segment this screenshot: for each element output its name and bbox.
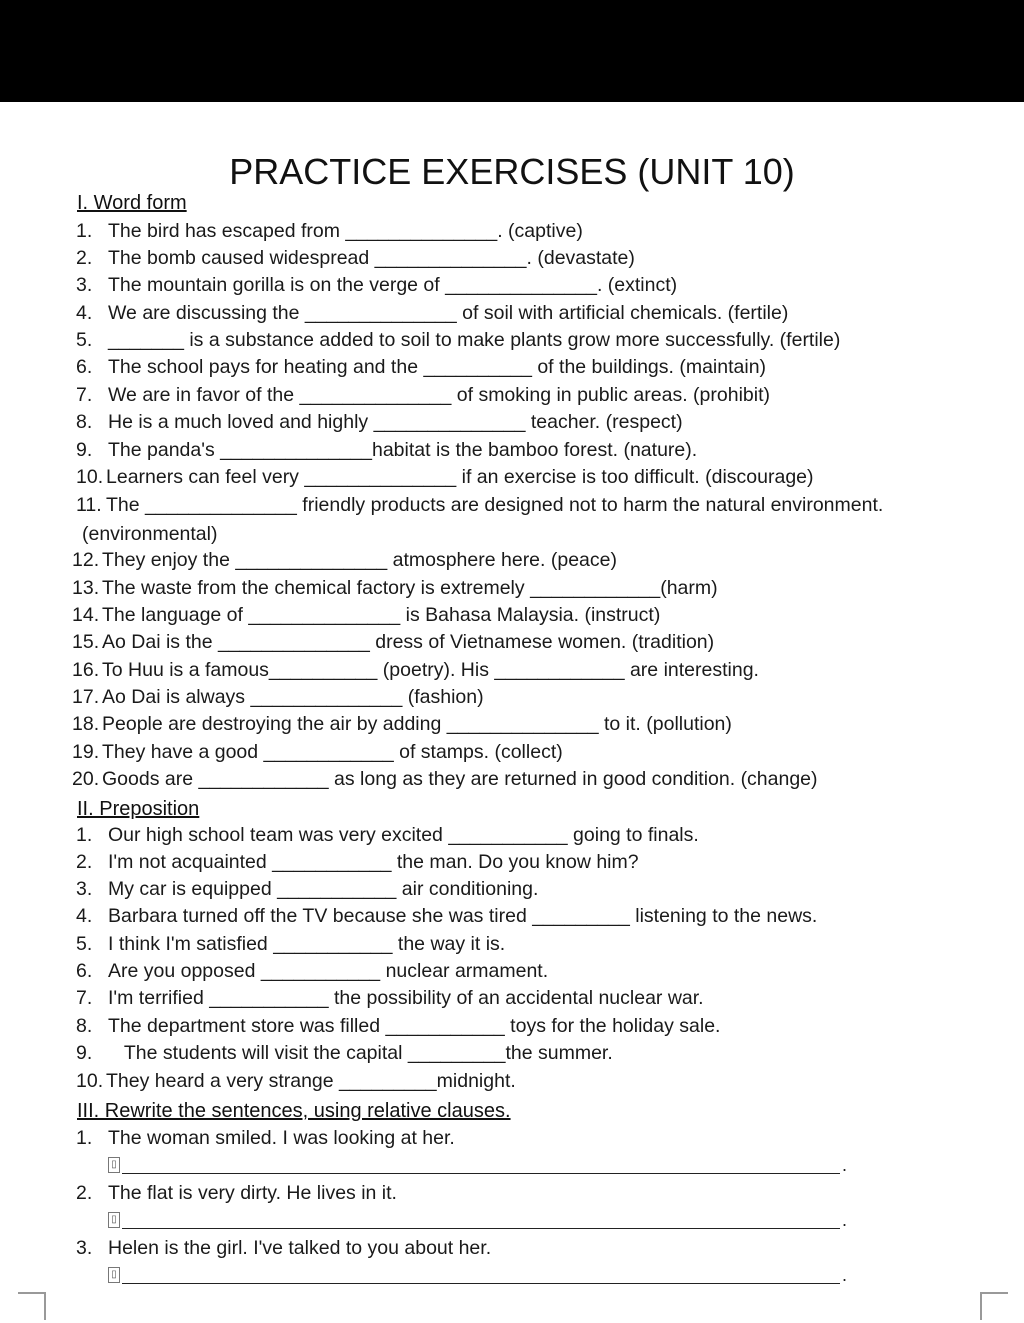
exercise-item — [76, 382, 770, 408]
exercise-item — [72, 711, 732, 737]
item-text: Ao Dai is always — [102, 686, 251, 708]
answer-blank: ___________ — [448, 824, 568, 846]
answer-blank: ___________ — [273, 933, 393, 955]
exercise-item — [76, 1068, 516, 1094]
answer-line[interactable] — [122, 1228, 840, 1229]
exercise-item — [76, 958, 548, 984]
arrow-icon: ▯ — [108, 1267, 120, 1283]
item-text: Our high school team was very excited — [108, 824, 449, 846]
item-number: 12. — [72, 549, 100, 571]
item-text: Goods are — [102, 768, 199, 790]
item-text: air conditioning. — [396, 878, 539, 900]
item-number: 7. — [76, 384, 93, 406]
item-text: the possibility of an accidental nuclear war. — [328, 987, 704, 1009]
item-text: They heard a very strange — [106, 1070, 340, 1092]
item-number: 3. — [76, 1237, 93, 1259]
exercise-item — [76, 1013, 720, 1039]
answer-blank: _________ — [339, 1070, 437, 1092]
item-number: 5. — [76, 933, 93, 955]
item-text: habitat is the bamboo forest. (nature). — [371, 439, 698, 461]
answer-blank: ___________ — [260, 960, 381, 982]
item-text: of smoking in public areas. (prohibit) — [451, 384, 770, 406]
item-number: 14. — [72, 604, 100, 626]
page-corner-mark-right — [980, 1292, 1008, 1320]
item-number: 3. — [76, 274, 93, 296]
answer-blank: ______________ — [145, 494, 297, 516]
exercise-item — [72, 547, 617, 573]
item-text: I'm terrified — [108, 987, 210, 1009]
rewrite-item — [76, 1235, 491, 1261]
page-title: PRACTICE EXERCISES (UNIT 10) — [229, 151, 795, 192]
item-number: 19. — [72, 741, 100, 763]
answer-blank: ______________ — [374, 247, 527, 269]
item-text: . (devastate) — [526, 247, 635, 269]
exercise-item — [76, 1040, 613, 1066]
item-text: is a substance added to soil to make plants grow more successfully. (fertile) — [183, 329, 841, 351]
answer-blank: __________ — [423, 356, 532, 378]
item-text: teacher. (respect) — [525, 411, 683, 433]
exercise-item — [76, 300, 788, 326]
item-text: is Bahasa Malaysia. (instruct) — [400, 604, 661, 626]
answer-blank: ______________ — [446, 713, 599, 735]
answer-blank: ____________ — [530, 577, 661, 599]
item-text: the way it is. — [392, 933, 506, 955]
section-heading-preposition: II. Preposition — [77, 798, 200, 820]
answer-line[interactable] — [122, 1173, 840, 1174]
answer-blank: _______ — [108, 329, 184, 351]
answer-blank: ___________ — [272, 851, 392, 873]
item-text: The woman smiled. I was looking at her. — [108, 1127, 455, 1149]
item-number: 2. — [76, 851, 93, 873]
item-text: of the buildings. (maintain) — [531, 356, 767, 378]
exercise-item — [76, 437, 697, 463]
answer-blank: ____________ — [198, 768, 329, 790]
answer-line[interactable] — [122, 1283, 840, 1284]
arrow-icon: ▯ — [108, 1212, 120, 1228]
item-text: The panda's — [108, 439, 221, 461]
item-number: 1. — [76, 1127, 93, 1149]
item-text: The department store was filled — [108, 1015, 386, 1037]
item-11-continuation: (environmental) — [82, 523, 218, 545]
item-number: 7. — [76, 987, 93, 1009]
item-text: To Huu is a famous — [102, 659, 269, 681]
item-number: 8. — [76, 411, 93, 433]
item-number: 18. — [72, 713, 100, 735]
item-text: to it. (pollution) — [598, 713, 732, 735]
item-text: The flat is very dirty. He lives in it. — [108, 1182, 397, 1204]
item-text: atmosphere here. (peace) — [387, 549, 617, 571]
answer-blank: ______________ — [373, 411, 526, 433]
item-text: They enjoy the — [102, 549, 236, 571]
item-text: The language of — [102, 604, 249, 626]
exercise-item — [76, 409, 683, 435]
exercise-item — [72, 657, 759, 683]
item-number: 10. — [76, 466, 104, 488]
item-text: the man. Do you know him? — [391, 851, 639, 873]
exercise-item — [76, 354, 766, 380]
item-text: The waste from the chemical factory is extremely — [102, 577, 531, 599]
item-text: toys for the holiday sale. — [504, 1015, 721, 1037]
item-text: People are destroying the air by adding — [102, 713, 447, 735]
item-number: 5. — [76, 329, 93, 351]
answer-blank: ______________ — [299, 384, 452, 406]
item-number: 11. — [76, 494, 102, 516]
rewrite-item — [76, 1125, 455, 1151]
item-text: (fashion) — [402, 686, 484, 708]
item-number: 9. — [76, 439, 93, 461]
item-text: I'm not acquainted — [108, 851, 273, 873]
item-text: I think I'm satisfied — [108, 933, 274, 955]
item-number: 2. — [76, 247, 93, 269]
exercise-item — [72, 739, 563, 765]
item-text: the summer. — [505, 1042, 613, 1064]
answer-blank: ___________ — [277, 878, 397, 900]
item-text: friendly products are designed not to harm the natural environment. — [296, 494, 884, 516]
answer-blank: ______________ — [220, 439, 372, 461]
exercise-item — [76, 218, 583, 244]
item-number: 2. — [76, 1182, 93, 1204]
exercise-item — [76, 931, 505, 957]
answer-blank: ______________ — [248, 604, 401, 626]
exercise-item — [76, 985, 704, 1011]
answer-blank: ______________ — [304, 302, 457, 324]
item-text: . (extinct) — [596, 274, 678, 296]
section-heading-rewrite: III. Rewrite the sentences, using relative clauses. — [77, 1100, 511, 1122]
answer-blank: ______________ — [345, 220, 498, 242]
answer-blank: ___________ — [209, 987, 329, 1009]
item-text: They have a good — [102, 741, 264, 763]
item-text: Are you opposed — [108, 960, 261, 982]
answer-blank: ______________ — [445, 274, 597, 296]
answer-blank: _________ — [407, 1042, 506, 1064]
section-heading-word-form: I. Word form — [77, 192, 187, 214]
answer-blank: ____________ — [494, 659, 625, 681]
item-number: 9. — [76, 1042, 93, 1064]
line-end-period: . — [842, 1210, 848, 1230]
exercise-item — [76, 327, 840, 353]
item-text: The mountain gorilla is on the verge of — [108, 274, 446, 296]
exercise-item — [76, 464, 814, 490]
item-text: of soil with artificial chemicals. (fertile) — [456, 302, 789, 324]
item-text: of stamps. (collect) — [393, 741, 563, 763]
top-black-bar — [0, 0, 1024, 102]
exercise-item — [76, 822, 699, 848]
answer-blank: ______________ — [304, 466, 457, 488]
answer-blank: _________ — [532, 905, 630, 927]
exercise-item — [72, 602, 660, 628]
item-number: 3. — [76, 878, 93, 900]
exercise-item — [72, 575, 718, 601]
exercise-item — [72, 629, 714, 655]
exercise-item — [72, 766, 818, 792]
item-text: going to finals. — [567, 824, 699, 846]
item-number: 20. — [72, 768, 100, 790]
item-text: Helen is the girl. I've talked to you about her. — [108, 1237, 492, 1259]
item-text: The school pays for heating and the — [108, 356, 424, 378]
answer-blank: ______________ — [235, 549, 388, 571]
exercise-item — [72, 684, 484, 710]
item-text: . (captive) — [497, 220, 583, 242]
item-text: dress of Vietnamese women. (tradition) — [369, 631, 715, 653]
item-text: as long as they are returned in good condition. (change) — [328, 768, 818, 790]
item-number: 6. — [76, 960, 93, 982]
item-text: My car is equipped — [108, 878, 278, 900]
line-end-period: . — [842, 1265, 848, 1285]
item-text: The — [106, 494, 146, 516]
item-number: 6. — [76, 356, 93, 378]
item-number: 17. — [72, 686, 100, 708]
item-text: The students will visit the capital — [108, 1042, 408, 1064]
item-text: We are discussing the — [108, 302, 305, 324]
item-text: We are in favor of the — [108, 384, 300, 406]
answer-blank: __________ — [268, 659, 378, 681]
item-number: 4. — [76, 905, 93, 927]
item-text: Learners can feel very — [106, 466, 305, 488]
item-text: The bomb caused widespread — [108, 247, 375, 269]
item-text: Ao Dai is the — [102, 631, 218, 653]
exercise-item — [76, 245, 635, 271]
item-number: 4. — [76, 302, 93, 324]
exercise-item — [76, 272, 677, 298]
item-number: 8. — [76, 1015, 93, 1037]
item-text: Barbara turned off the TV because she was tired — [108, 905, 533, 927]
item-text: if an exercise is too difficult. (discourage) — [456, 466, 814, 488]
item-number: 13. — [72, 577, 100, 599]
item-text: are interesting. — [624, 659, 759, 681]
item-number: 15. — [72, 631, 100, 653]
item-text: listening to the news. — [629, 905, 818, 927]
exercise-item — [76, 903, 817, 929]
item-number: 1. — [76, 824, 93, 846]
rewrite-item — [76, 1180, 397, 1206]
answer-blank: ______________ — [250, 686, 403, 708]
line-end-period: . — [842, 1155, 848, 1175]
exercise-item — [76, 849, 639, 875]
item-text: (harm) — [660, 577, 718, 599]
page-corner-mark-left — [18, 1292, 46, 1320]
item-number: 10. — [76, 1070, 104, 1092]
item-number: 1. — [76, 220, 93, 242]
answer-blank: ____________ — [263, 741, 394, 763]
answer-blank: ___________ — [385, 1015, 505, 1037]
exercise-item — [76, 876, 538, 902]
exercise-item — [76, 492, 883, 518]
arrow-icon: ▯ — [108, 1157, 120, 1173]
item-text: (poetry). His — [377, 659, 495, 681]
item-text: midnight. — [436, 1070, 516, 1092]
answer-blank: ______________ — [217, 631, 370, 653]
item-text: nuclear armament. — [380, 960, 549, 982]
item-text: He is a much loved and highly — [108, 411, 374, 433]
item-text: The bird has escaped from — [108, 220, 346, 242]
item-number: 16. — [72, 659, 100, 681]
